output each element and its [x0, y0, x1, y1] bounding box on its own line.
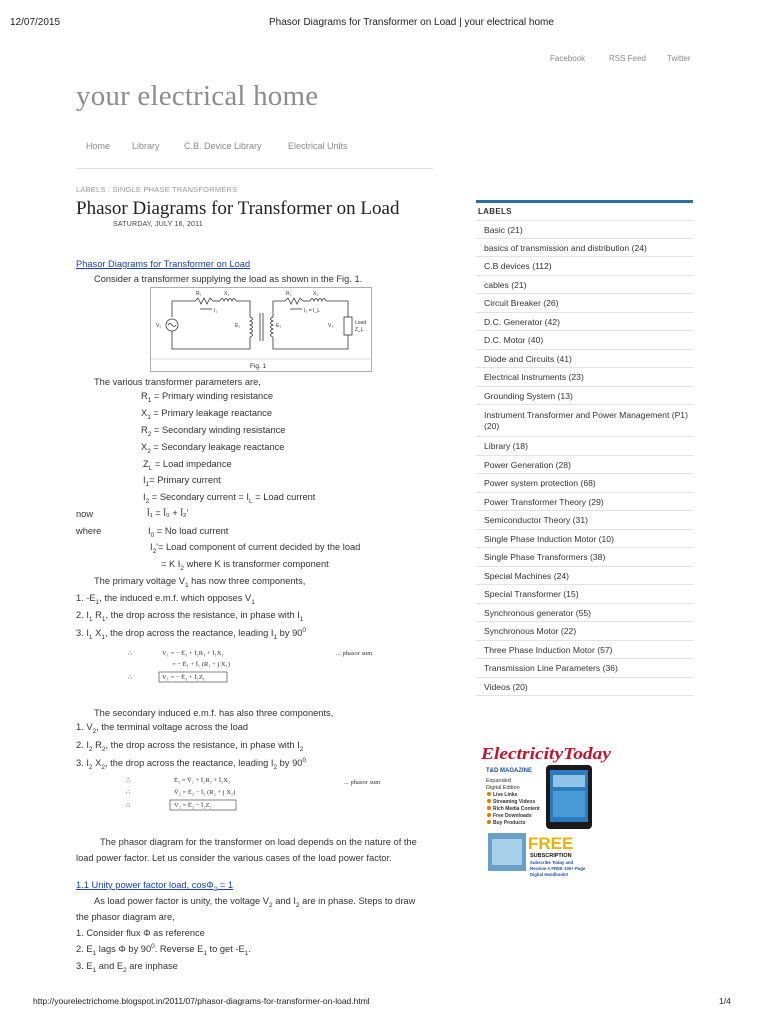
svg-text:V₁ = − Ē₁ + Ī₁Z₁: V₁ = − Ē₁ + Ī₁Z₁	[162, 674, 205, 681]
rss-feed-link[interactable]: RSS Feed	[609, 54, 646, 63]
svg-text:E₂: E₂	[276, 323, 282, 329]
primary-item-3: 3. $I_1$ $X_1$, the drop across the reactance, leading $I_1$ by $90^0$	[76, 626, 307, 641]
label-item[interactable]: Electrical Instruments (23)	[476, 368, 693, 387]
label-item[interactable]: Semiconductor Theory (31)	[476, 511, 693, 530]
svg-text:R₁: R₁	[196, 291, 202, 297]
svg-text:V₁ = − Ē₁ + Ī₁R₁ + Ī₁X₁: V₁ = − Ē₁ + Ī₁R₁ + Ī₁X₁	[162, 650, 224, 657]
labels-list	[476, 220, 693, 696]
sidebar-title: LABELS	[478, 207, 512, 216]
page-number: 1/4	[719, 996, 731, 1006]
svg-text:Expanded: Expanded	[486, 778, 511, 784]
svg-text:V̄₂ = Ē₂ − Ī₂ (R₂ + j X₂): V̄₂ = Ē₂ − Ī₂ (R₂ + j X₂)	[174, 789, 236, 796]
svg-text:Ē₂ = V̄₂ + Ī₂R₂ + Ī₂X₂: Ē₂ = V̄₂ + Ī₂R₂ + Ī₂X₂	[174, 777, 231, 784]
pf-paragraph-1: The phasor diagram for the transformer on load depends on the nature of the	[100, 837, 417, 847]
param-r1: $R_1$ = Primary winding resistance	[141, 391, 274, 404]
label-item[interactable]: Basic (21)	[476, 220, 693, 239]
print-date: 12/07/2015	[10, 17, 61, 28]
label-item[interactable]: Videos (20)	[476, 678, 693, 697]
intro-text: Consider a transformer supplying the load as shown in the Fig. 1.	[94, 274, 363, 284]
label-item[interactable]: Special Machines (24)	[476, 567, 693, 586]
svg-text:∴: ∴	[126, 777, 131, 784]
label-item[interactable]: Grounding System (13)	[476, 387, 693, 406]
label-item[interactable]: Instrument Transformer and Power Management (P1) (20)	[476, 405, 693, 437]
label-item[interactable]: D.C. Motor (40)	[476, 331, 693, 350]
nav-divider	[76, 168, 433, 169]
label-item[interactable]: Library (18)	[476, 437, 693, 456]
label-item[interactable]: Power system protection (68)	[476, 474, 693, 493]
svg-text:R₂: R₂	[286, 291, 292, 297]
svg-text:= − Ē₁ + Ī₁ (R₁ + j X₁): = − Ē₁ + Ī₁ (R₁ + j X₁)	[172, 661, 231, 668]
unity-text-1: As load power factor is unity, the voltage $V_2$ and $I_2$ are in phase. Steps to draw	[94, 896, 416, 909]
svg-text:∴: ∴	[126, 789, 131, 796]
unity-pf-section-link[interactable]: 1.1 Unity power factor load, cosΦ$_2$ = 1	[76, 880, 234, 893]
twitter-link[interactable]: Twitter	[667, 54, 691, 63]
primary-voltage-text: The primary voltage $V_1$ has now three components,	[94, 576, 306, 589]
svg-text:V₁: V₁	[156, 323, 162, 329]
ad-free: FREE	[528, 834, 574, 853]
svg-text:Digital Edition: Digital Edition	[486, 785, 520, 791]
figure-caption: Fig. 1	[250, 363, 267, 370]
label-item[interactable]: Single Phase Transformers (38)	[476, 548, 693, 567]
svg-text:V₂: V₂	[328, 323, 334, 329]
label-item[interactable]: Special Transformer (15)	[476, 585, 693, 604]
param-i1: $I_1=$ Primary current	[143, 475, 221, 488]
label-item[interactable]: C.B devices (112)	[476, 257, 693, 276]
svg-text:Digital Handbook!!: Digital Handbook!!	[530, 872, 569, 877]
primary-item-2: 2. $I_1$ $R_1$, the drop across the resistance, in phase with $I_1$	[76, 610, 304, 623]
params-intro: The various transformer parameters are,	[94, 377, 261, 387]
svg-text:Z_L: Z_L	[355, 327, 364, 333]
label-item[interactable]: cables (21)	[476, 276, 693, 295]
label-item[interactable]: Power Transformer Theory (29)	[476, 493, 693, 512]
ad-brand: ElectricityToday	[479, 744, 612, 763]
svg-text:X₂: X₂	[313, 291, 319, 297]
heading-link[interactable]: Phasor Diagrams for Transformer on Load	[76, 259, 251, 269]
svg-text:Rich Media Content: Rich Media Content	[493, 806, 540, 812]
nav-library[interactable]: Library	[132, 141, 160, 151]
k-definition: = K $I_2$ where K is transformer component	[161, 559, 329, 572]
label-item[interactable]: Circuit Breaker (26)	[476, 294, 693, 313]
svg-text:∴: ∴	[128, 650, 133, 657]
site-title[interactable]: your electrical home	[76, 80, 319, 112]
step-3: 3. $E_1$ and $E_2$ are inphase	[76, 961, 178, 974]
nav-home[interactable]: Home	[86, 141, 111, 151]
where-label: where	[76, 526, 102, 536]
svg-text:... phasor sum: ... phasor sum	[344, 779, 381, 786]
electricity-today-ad[interactable]	[478, 735, 618, 885]
post-title: Phasor Diagrams for Transformer on Load	[76, 198, 400, 219]
label-item[interactable]: Single Phase Induction Motor (10)	[476, 530, 693, 549]
step-2: 2. $E_1$ lags Φ by $90^0$. Reverse $E_1$ to get $-E_1$.	[76, 942, 251, 957]
i0-definition: $I_0 = No$ load current	[148, 526, 229, 539]
svg-text:X₁: X₁	[224, 291, 230, 297]
label-item[interactable]: Power Generation (28)	[476, 456, 693, 475]
secondary-item-3: 3. $I_2$ $X_2$, the drop across the reactance, leading $I_2$ by $90^0$	[76, 756, 307, 771]
svg-text:Live Links: Live Links	[493, 792, 518, 798]
secondary-item-1: 1. $V_2$, the terminal voltage across the load	[76, 722, 249, 735]
svg-text:Streaming Videos: Streaming Videos	[493, 799, 536, 805]
param-r2: $R_2$ = Secondary winding resistance	[141, 425, 286, 438]
label-item[interactable]: basics of transmission and distribution (24)	[476, 239, 693, 258]
print-title: Phasor Diagrams for Transformer on Load | your electrical home	[269, 17, 554, 28]
svg-text:Buy Products: Buy Products	[493, 820, 526, 826]
nav-cb-device-library[interactable]: C.B. Device Library	[184, 141, 262, 151]
now-equation: Ī₁ = Ī₀ + Ī₂'	[147, 508, 189, 518]
footer-url: http://yourelectrichome.blogspot.in/2011/07/phasor-diagrams-for-transformer-on-load.html	[33, 996, 370, 1006]
post-labels[interactable]: LABELS : SINGLE PHASE TRANSFORMERS	[76, 185, 238, 194]
primary-item-1: 1. $-E_1$, the induced e.m.f. which opposes $V_1$	[76, 593, 255, 606]
primary-phasor-equation	[128, 646, 388, 686]
now-label: now	[76, 509, 94, 519]
label-item[interactable]: Transmission Line Parameters (36)	[476, 659, 693, 678]
facebook-link[interactable]: Facebook	[550, 54, 586, 63]
unity-text-2: the phasor diagram are,	[76, 912, 175, 922]
transformer-circuit-figure	[150, 287, 372, 372]
svg-text:Free Downloads: Free Downloads	[493, 813, 532, 819]
param-i2: $I_2$ = Secondary current = $I_L$ = Load current	[143, 492, 316, 505]
svg-text:Subscribe Today and: Subscribe Today and	[530, 860, 574, 865]
ad-graphic	[478, 735, 618, 885]
pf-paragraph-2: load power factor. Let us consider the various cases of the load power factor.	[76, 853, 392, 863]
label-item[interactable]: Synchronous Motor (22)	[476, 622, 693, 641]
secondary-item-2: 2. $I_2$ $R_2$, the drop across the resistance, in phase with $I_2$	[76, 740, 304, 753]
i2p-definition: $I_2'=$ Load component of current decided by the load	[150, 542, 361, 555]
svg-text:E₁: E₁	[235, 323, 241, 329]
svg-text:Receive A FREE 100+ Page: Receive A FREE 100+ Page	[530, 866, 586, 871]
label-item[interactable]: D.C. Generator (42)	[476, 313, 693, 332]
svg-text:... phasor sum: ... phasor sum	[336, 650, 373, 657]
nav-electrical-units[interactable]: Electrical Units	[288, 141, 348, 151]
label-item[interactable]: Diode and Circuits (41)	[476, 350, 693, 369]
step-1: 1. Consider flux Φ as reference	[76, 928, 205, 938]
param-x1: $X_1$ = Primary leakage reactance	[141, 408, 273, 421]
label-item[interactable]: Synchronous generator (55)	[476, 604, 693, 623]
sidebar-accent-bar	[476, 200, 693, 203]
param-x2: $X_2$ = Secondary leakage reactance	[141, 442, 285, 455]
post-date: SATURDAY, JULY 16, 2011	[113, 221, 203, 228]
ad-magazine: T&D MAGAZINE	[486, 768, 532, 774]
secondary-intro: The secondary induced e.m.f. has also three components,	[94, 708, 334, 718]
svg-text:∴: ∴	[126, 802, 131, 809]
svg-text:Load: Load	[355, 320, 367, 326]
svg-text:I₁: I₁	[214, 308, 218, 314]
svg-text:∴: ∴	[128, 674, 133, 681]
label-item[interactable]: Three Phase Induction Motor (57)	[476, 641, 693, 660]
svg-text:V₂ = Ē₂ − Ī₂Z₂: V₂ = Ē₂ − Ī₂Z₂	[174, 802, 212, 809]
param-zl: $Z_L$ = Load impedance	[143, 459, 232, 472]
secondary-phasor-equation	[126, 772, 386, 814]
svg-text:SUBSCRIPTION: SUBSCRIPTION	[530, 853, 572, 859]
svg-text:I₂ = I_L: I₂ = I_L	[304, 308, 320, 314]
